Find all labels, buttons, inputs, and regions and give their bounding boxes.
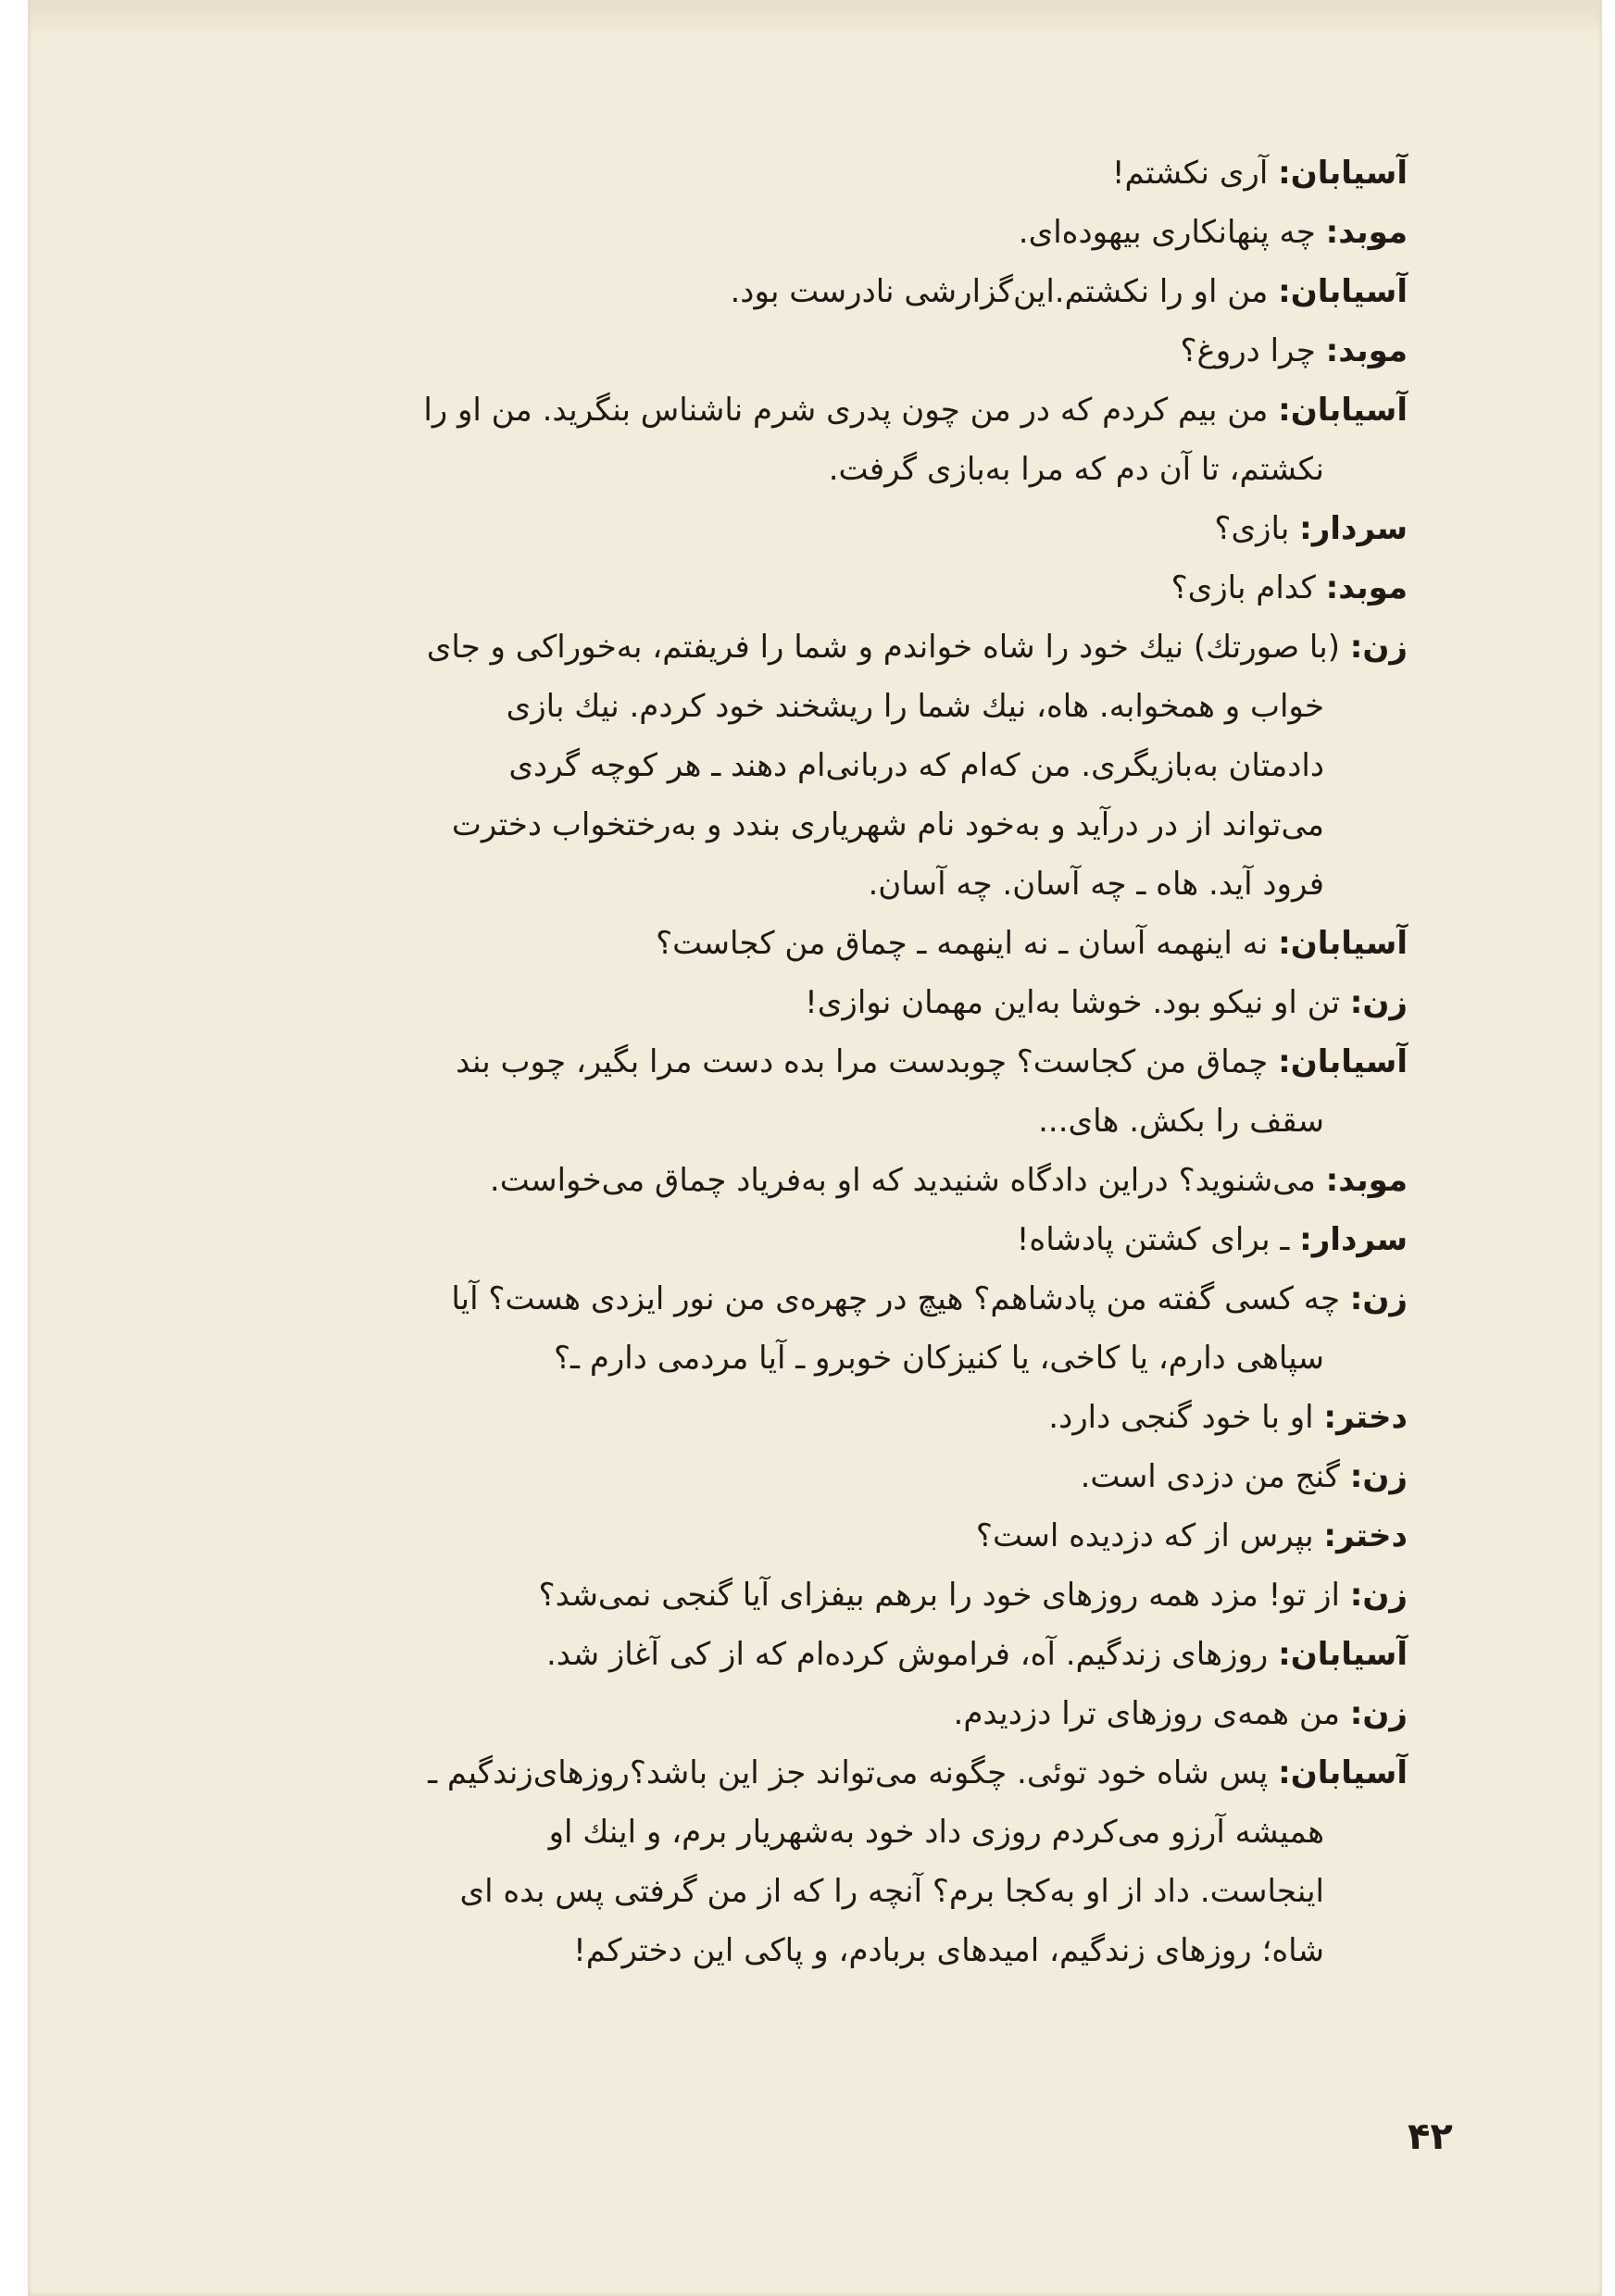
- play-script: [278, 144, 1408, 1980]
- dialogue-line: [278, 618, 1408, 677]
- dialogue-text: شاه؛ روزهای زندگیم، امیدهای بربادم، و پاکی این دخترکم!: [573, 1932, 1324, 1969]
- speaker-name: دختر:: [1323, 1399, 1408, 1436]
- dialogue-continuation: [278, 440, 1408, 499]
- dialogue-text: چرا دروغ؟: [1180, 332, 1326, 369]
- dialogue-text: اینجاست. داد از او به‌کجا برم؟ آنچه را که از من گرفتی پس بده ای: [459, 1873, 1324, 1910]
- dialogue-text: چه پنهانکاری بیهوده‌ای.: [1018, 214, 1326, 251]
- dialogue-text: من همه‌ی روزهای ترا دزدیدم.: [953, 1695, 1350, 1732]
- dialogue-line: [278, 1684, 1408, 1743]
- dialogue-text: پس شاه خود توئی. چگونه می‌تواند جز این باشد؟روزهای‌زندگیم ـ: [428, 1754, 1279, 1791]
- dialogue-text: کدام بازی؟: [1171, 569, 1326, 606]
- dialogue-text: همیشه آرزو می‌کردم روزی داد خود به‌شهریار برم، و اینك او: [548, 1814, 1324, 1851]
- speaker-name: آسیابان:: [1278, 155, 1408, 192]
- dialogue-line: [278, 321, 1408, 381]
- dialogue-continuation: [278, 1092, 1408, 1151]
- speaker-name: دختر:: [1323, 1517, 1408, 1554]
- speaker-name: موبد:: [1325, 214, 1408, 251]
- dialogue-continuation: [278, 1862, 1408, 1921]
- dialogue-line: [278, 1447, 1408, 1506]
- dialogue-line: [278, 1625, 1408, 1684]
- dialogue-text: چماق من کجاست؟ چوبدست مرا بده دست مرا بگیر، چوب بند: [456, 1043, 1279, 1080]
- dialogue-line: [278, 1032, 1408, 1092]
- dialogue-text: چه کسی گفته من پادشاهم؟ هیچ در چهره‌ی من نور ایزدی هست؟ آیا: [451, 1280, 1350, 1317]
- dialogue-text: فرود آید. هاه ـ چه آسان. چه آسان.: [868, 866, 1324, 903]
- speaker-name: زن:: [1349, 1695, 1408, 1732]
- dialogue-continuation: [278, 1803, 1408, 1862]
- dialogue-text: نه اینهمه آسان ـ نه اینهمه ـ چماق من کجاست؟: [656, 925, 1279, 962]
- page-number: ۴۲: [1408, 2115, 1453, 2158]
- dialogue-continuation: [278, 795, 1408, 855]
- dialogue-text: از تو! مزد همه روزهای خود را برهم بیفزای آیا گنجی نمی‌شد؟: [538, 1577, 1350, 1614]
- dialogue-text: سقف را بکش. های...: [1038, 1103, 1324, 1140]
- dialogue-line: [278, 1210, 1408, 1269]
- dialogue-line: [278, 1151, 1408, 1210]
- speaker-name: زن:: [1349, 984, 1408, 1021]
- speaker-name: آسیابان:: [1278, 1043, 1408, 1080]
- speaker-name: سردار:: [1299, 1221, 1408, 1258]
- dialogue-text: نکشتم، تا آن دم که مرا به‌بازی گرفت.: [828, 451, 1324, 488]
- dialogue-continuation: [278, 736, 1408, 795]
- dialogue-line: [278, 203, 1408, 262]
- dialogue-line: [278, 1388, 1408, 1447]
- speaker-name: موبد:: [1325, 1162, 1408, 1199]
- dialogue-text: بازی؟: [1214, 510, 1300, 547]
- speaker-name: زن:: [1349, 1577, 1408, 1614]
- dialogue-text: (با صورتك) نیك خود را شاه خواندم و شما را فریفتم، به‌خوراکی و جای: [426, 629, 1350, 666]
- dialogue-text: او با خود گنجی دارد.: [1048, 1399, 1324, 1436]
- speaker-name: زن:: [1349, 629, 1408, 666]
- dialogue-line: [278, 1743, 1408, 1803]
- dialogue-text: روزهای زندگیم. آه، فراموش کرده‌ام که از کی آغاز شد.: [545, 1636, 1279, 1673]
- speaker-name: موبد:: [1325, 332, 1408, 369]
- dialogue-text: من او را نکشتم.این‌گزارشی نادرست بود.: [730, 273, 1279, 310]
- speaker-name: زن:: [1349, 1280, 1408, 1317]
- dialogue-line: [278, 1566, 1408, 1625]
- dialogue-line: [278, 381, 1408, 440]
- dialogue-continuation: [278, 855, 1408, 914]
- speaker-name: آسیابان:: [1278, 273, 1408, 310]
- dialogue-text: سپاهی دارم، یا کاخی، یا کنیزکان خوبرو ـ آیا مردمی دارم ـ؟: [554, 1340, 1324, 1377]
- dialogue-text: می‌تواند از در درآید و به‌خود نام شهریاری بندد و به‌رختخواب دخترت: [451, 806, 1324, 843]
- dialogue-text: می‌شنوید؟ دراین دادگاه شنیدید که او به‌فریاد چماق می‌خواست.: [489, 1162, 1326, 1199]
- dialogue-text: تن او نیکو بود. خوشا به‌این مهمان نوازی!: [805, 984, 1350, 1021]
- speaker-name: آسیابان:: [1278, 1636, 1408, 1673]
- dialogue-line: [278, 144, 1408, 203]
- speaker-name: زن:: [1349, 1458, 1408, 1495]
- dialogue-text: من بیم کردم که در من چون پدری شرم ناشناس بنگرید. من او را: [423, 392, 1279, 429]
- dialogue-text: خواب و همخوابه. هاه، نیك شما را ریشخند خود کردم. نیك بازی: [506, 688, 1324, 725]
- dialogue-line: [278, 1506, 1408, 1566]
- dialogue-continuation: [278, 677, 1408, 736]
- dialogue-line: [278, 973, 1408, 1032]
- dialogue-line: [278, 499, 1408, 558]
- dialogue-text: آری نکشتم!: [1111, 155, 1279, 192]
- dialogue-line: [278, 914, 1408, 973]
- dialogue-continuation: [278, 1921, 1408, 1980]
- dialogue-line: [278, 262, 1408, 321]
- speaker-name: آسیابان:: [1278, 1754, 1408, 1791]
- speaker-name: سردار:: [1299, 510, 1408, 547]
- dialogue-continuation: [278, 1329, 1408, 1388]
- dialogue-text: دادمتان به‌بازیگری. من که‌ام که دربانی‌ام دهند ـ هر کوچه گردی: [508, 747, 1324, 784]
- dialogue-line: [278, 558, 1408, 618]
- dialogue-text: بپرس از که دزدیده است؟: [975, 1517, 1324, 1554]
- dialogue-line: [278, 1269, 1408, 1329]
- speaker-name: آسیابان:: [1278, 925, 1408, 962]
- dialogue-text: ـ برای کشتن پادشاه!: [1016, 1221, 1300, 1258]
- speaker-name: موبد:: [1325, 569, 1408, 606]
- page-shadow: [28, 0, 1602, 37]
- dialogue-text: گنج من دزدی است.: [1080, 1458, 1350, 1495]
- speaker-name: آسیابان:: [1278, 392, 1408, 429]
